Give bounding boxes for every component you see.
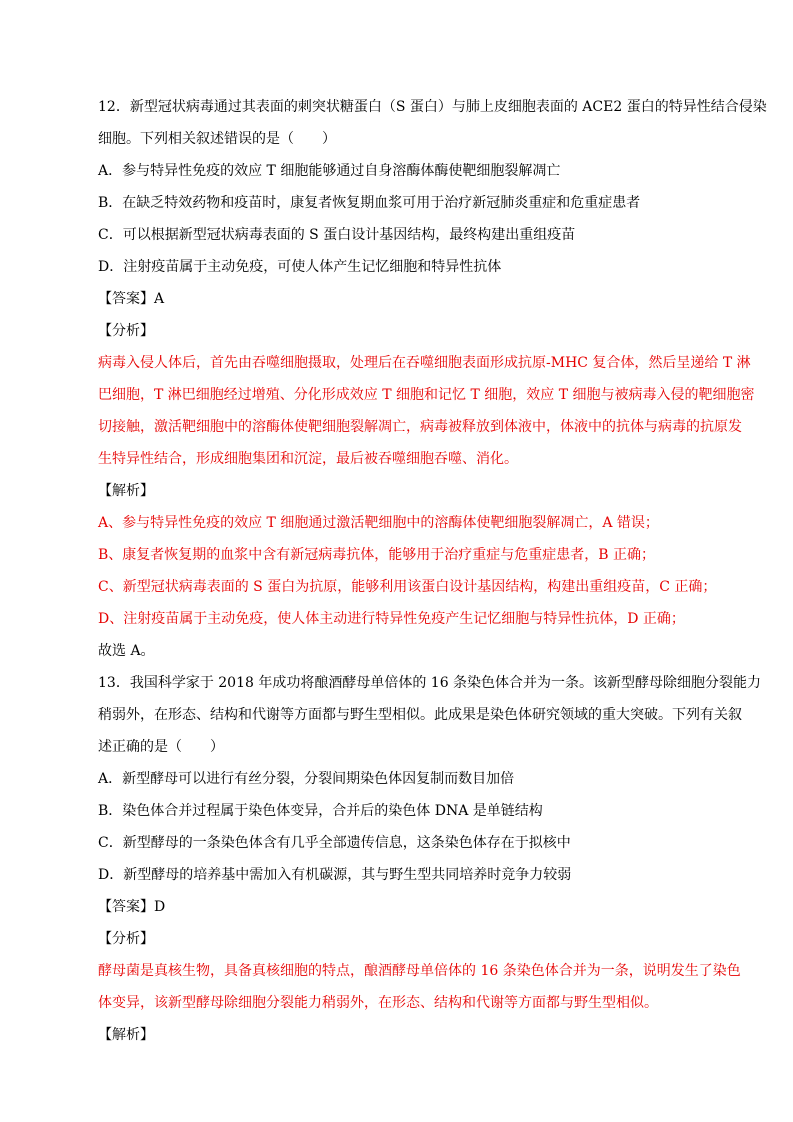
analysis-line: 巴细胞，T 淋巴细胞经过增殖、分化形成效应 T 细胞和记忆 T 细胞，效应 T 细胞与被病毒入侵的靶细胞密 <box>98 387 755 403</box>
option-a: A．新型酵母可以进行有丝分裂，分裂间期染色体因复制而数目加倍 <box>98 771 515 787</box>
explanation-heading: 【解析】 <box>98 1027 154 1043</box>
explanation-text <box>98 513 733 661</box>
analysis-heading: 【分析】 <box>98 931 154 947</box>
option-b: B．在缺乏特效药物和疫苗时，康复者恢复期血浆可用于治疗新冠肺炎重症和危重症患者 <box>98 195 641 211</box>
stem-line: 12．新型冠状病毒通过其表面的刺突状糖蛋白（S 蛋白）与肺上皮细胞表面的 ACE2 蛋白的特异性结合侵染 <box>98 99 767 115</box>
stem-line: 稍弱外，在形态、结构和代谢等方面都与野生型相似。此成果是染色体研究领域的重大突破。下列有关叙 <box>98 707 742 723</box>
analysis-line: 体变异，该新型酵母除细胞分裂能力稍弱外，在形态、结构和代谢等方面都与野生型相似。 <box>98 995 658 1011</box>
option-d: D．新型酵母的培养基中需加入有机碳源，其与野生型共同培养时竞争力较弱 <box>98 867 572 883</box>
question-13-stem <box>98 673 762 757</box>
analysis-text <box>98 961 741 1013</box>
explanation-line: B、康复者恢复期的血浆中含有新冠病毒抗体，能够用于治疗重症与危重症患者，B 正确； <box>98 547 656 563</box>
question-12 <box>98 97 767 661</box>
stem-line: 13．我国科学家于 2018 年成功将酿酒酵母单倍体的 16 条染色体合并为一条。该新型酵母除细胞分裂能力 <box>98 675 762 691</box>
stem-line: 述正确的是（ ） <box>98 739 224 755</box>
option-b: B．染色体合并过程属于染色体变异，合并后的染色体 DNA 是单链结构 <box>98 803 543 819</box>
explanation-line: A、参与特异性免疫的效应 T 细胞通过激活靶细胞中的溶酶体使靶细胞裂解凋亡，A 错误； <box>98 515 659 531</box>
question-12-options <box>98 161 733 277</box>
analysis-line: 生特异性结合，形成细胞集团和沉淀，最后被吞噬细胞吞噬、消化。 <box>98 451 518 467</box>
stem-line: 细胞。下列相关叙述错误的是（ ） <box>98 131 336 147</box>
analysis-text <box>98 353 755 469</box>
option-c: C．可以根据新型冠状病毒表面的 S 蛋白设计基因结构，最终构建出重组疫苗 <box>98 227 576 243</box>
question-13 <box>98 673 762 1045</box>
analysis-line: 病毒入侵人体后，首先由吞噬细胞摄取，处理后在吞噬细胞表面形成抗原-MHC 复合体，然后呈递给 T 淋 <box>98 355 751 371</box>
analysis-line: 切接触，激活靶细胞中的溶酶体使靶细胞裂解凋亡，病毒被释放到体液中，体液中的抗体与病毒的抗原发 <box>98 419 742 435</box>
analysis-heading: 【分析】 <box>98 323 154 339</box>
conclusion-line: 故选 A。 <box>98 643 155 659</box>
answer-label: 【答案】D <box>98 899 166 915</box>
option-c: C．新型酵母的一条染色体含有几乎全部遗传信息，这条染色体存在于拟核中 <box>98 835 571 851</box>
question-13-options <box>98 769 733 885</box>
explanation-line: D、注射疫苗属于主动免疫，使人体主动进行特异性免疫产生记忆细胞与特异性抗体，D 正确； <box>98 611 685 627</box>
question-12-stem <box>98 97 767 149</box>
explanation-heading: 【解析】 <box>98 483 154 499</box>
option-d: D．注射疫苗属于主动免疫，可使人体产生记忆细胞和特异性抗体 <box>98 259 502 275</box>
option-a: A．参与特异性免疫的效应 T 细胞能够通过自身溶酶体酶使靶细胞裂解凋亡 <box>98 163 561 179</box>
explanation-line: C、新型冠状病毒表面的 S 蛋白为抗原，能够利用该蛋白设计基因结构，构建出重组疫苗，C 正确； <box>98 579 717 595</box>
answer-label: 【答案】A <box>98 291 165 307</box>
analysis-line: 酵母菌是真核生物，具备真核细胞的特点，酿酒酵母单倍体的 16 条染色体合并为一条，说明发生了染色 <box>98 963 741 979</box>
